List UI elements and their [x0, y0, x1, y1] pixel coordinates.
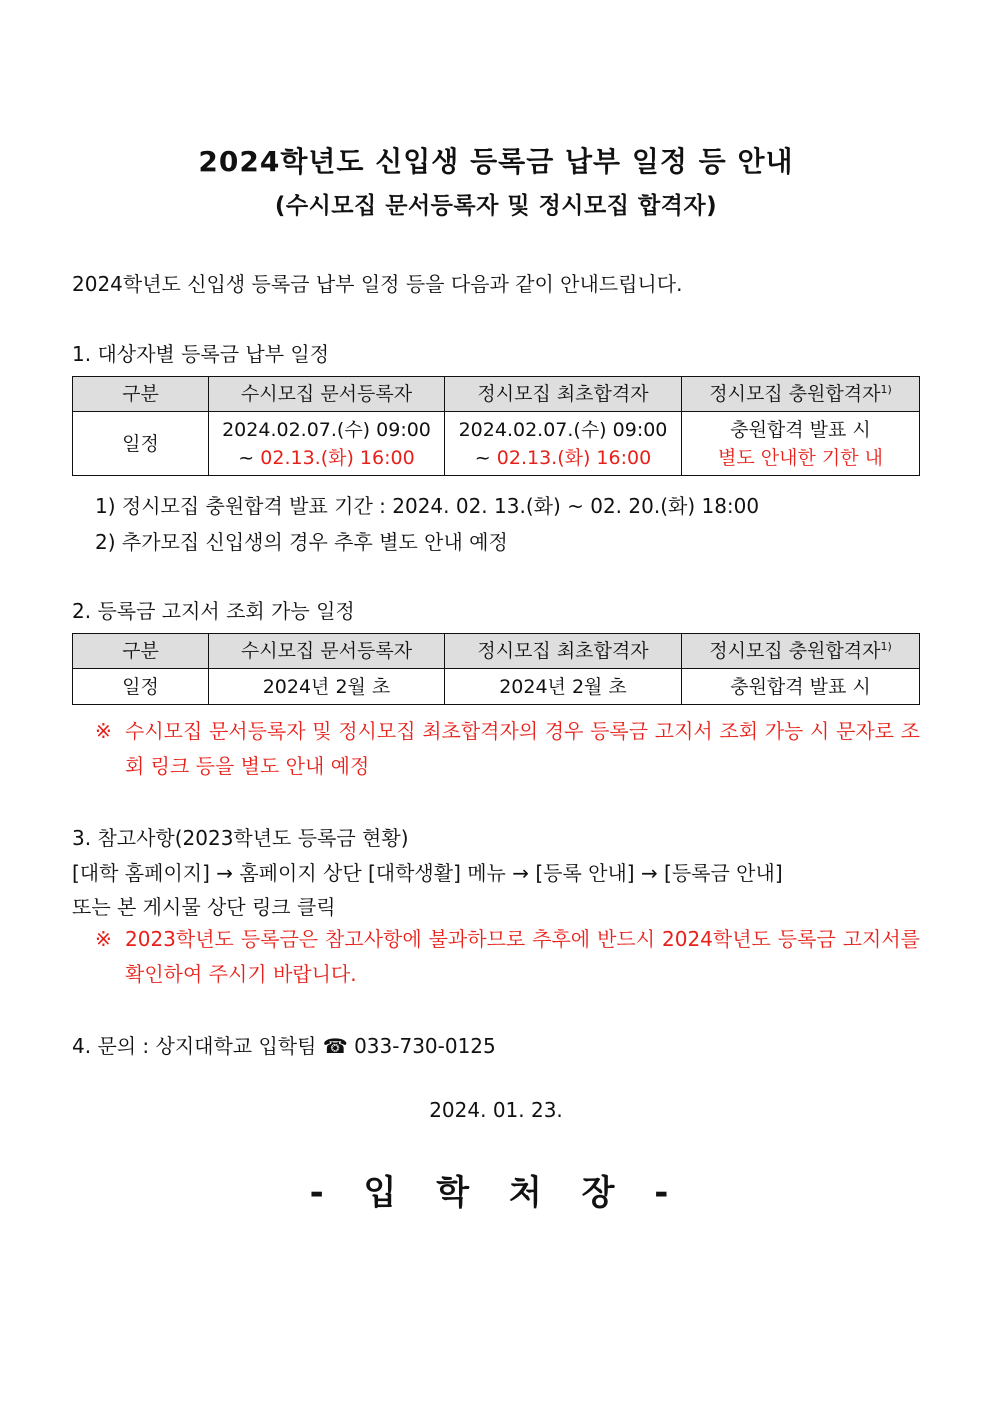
- announcement-text: 충원합격 발표 시: [730, 418, 871, 441]
- header-regular-additional: [682, 634, 920, 669]
- period-end: [209, 444, 444, 472]
- header-regular-additional: [682, 377, 920, 412]
- signature: - 입 학 처 장 -: [309, 1173, 683, 1213]
- header-label: 정시모집 충원합격자: [709, 383, 881, 405]
- header-early-admission: 수시모집 문서등록자: [209, 634, 445, 669]
- early-admission-period: [209, 412, 445, 476]
- row-label: 일정: [73, 669, 209, 705]
- table-row: [73, 412, 920, 476]
- header-category: 구분: [73, 634, 209, 669]
- section3-heading: 3. 참고사항(2023학년도 등록금 현황): [72, 826, 409, 850]
- intro-text: 2024학년도 신입생 등록금 납부 일정 등을 다음과 같이 안내드립니다.: [72, 272, 683, 296]
- period-start: 2024.02.07.(수) 09:00: [458, 418, 668, 441]
- payment-schedule-table: [72, 376, 920, 476]
- section2-heading: 2. 등록금 고지서 조회 가능 일정: [72, 599, 355, 623]
- range-tilde: ~: [474, 446, 497, 469]
- table-row: [73, 669, 920, 705]
- contact-info: 4. 문의 : 상지대학교 입학팀 ☎ 033-730-0125: [72, 1034, 496, 1058]
- header-regular-initial: 정시모집 최초합격자: [445, 634, 682, 669]
- deadline-text: 02.13.(화) 16:00: [260, 446, 415, 469]
- footnote-2: 2) 추가모집 신입생의 경우 추후 별도 안내 예정: [95, 530, 508, 554]
- footnote-1: 1) 정시모집 충원합격 발표 기간 : 2024. 02. 13.(화) ~ 02. 20.(화) 18:00: [95, 494, 760, 518]
- link-instruction: 또는 본 게시물 상단 링크 클릭: [72, 895, 336, 919]
- header-label: 정시모집 충원합격자: [709, 640, 881, 662]
- deadline-text: 02.13.(화) 16:00: [496, 446, 652, 469]
- notice-text: 수시모집 문서등록자 및 정시모집 최초합격자의 경우 등록금 고지서 조회 가능 시 문자로 조회 링크 등을 별도 안내 예정: [125, 719, 920, 778]
- document-date: 2024. 01. 23.: [429, 1098, 563, 1122]
- header-regular-initial: 정시모집 최초합격자: [445, 377, 682, 412]
- separate-deadline-text: 별도 안내한 기한 내: [718, 446, 883, 469]
- header-early-admission: 수시모집 문서등록자: [209, 377, 445, 412]
- notice-text: 2023학년도 등록금은 참고사항에 불과하므로 추후에 반드시 2024학년도 등록금 고지서를 확인하여 주시기 바랍니다.: [125, 927, 920, 986]
- footnote-marker: 1): [880, 640, 892, 653]
- early-admission-invoice-date: 2024년 2월 초: [209, 669, 445, 705]
- regular-additional-invoice-date: 충원합격 발표 시: [682, 669, 920, 705]
- document-subtitle: (수시모집 문서등록자 및 정시모집 합격자): [274, 193, 718, 219]
- document-title: 2024학년도 신입생 등록금 납부 일정 등 안내: [198, 145, 794, 178]
- notice-mark: ※: [95, 927, 112, 951]
- period-end: [445, 444, 681, 472]
- section1-heading: 1. 대상자별 등록금 납부 일정: [72, 342, 330, 366]
- regular-additional-period: [682, 412, 920, 476]
- header-category: 구분: [73, 377, 209, 412]
- notice-mark: ※: [95, 719, 112, 743]
- range-tilde: ~: [238, 446, 261, 469]
- invoice-schedule-table: [72, 633, 920, 705]
- table-header-row: [73, 634, 920, 669]
- footnote-marker: 1): [880, 383, 892, 396]
- row-label: 일정: [73, 412, 209, 476]
- regular-initial-period: [445, 412, 682, 476]
- table-header-row: [73, 377, 920, 412]
- regular-initial-invoice-date: 2024년 2월 초: [445, 669, 682, 705]
- period-start: 2024.02.07.(수) 09:00: [222, 418, 431, 441]
- homepage-path: [대학 홈페이지] → 홈페이지 상단 [대학생활] 메뉴 → [등록 안내] → [등록금 안내]: [72, 861, 783, 885]
